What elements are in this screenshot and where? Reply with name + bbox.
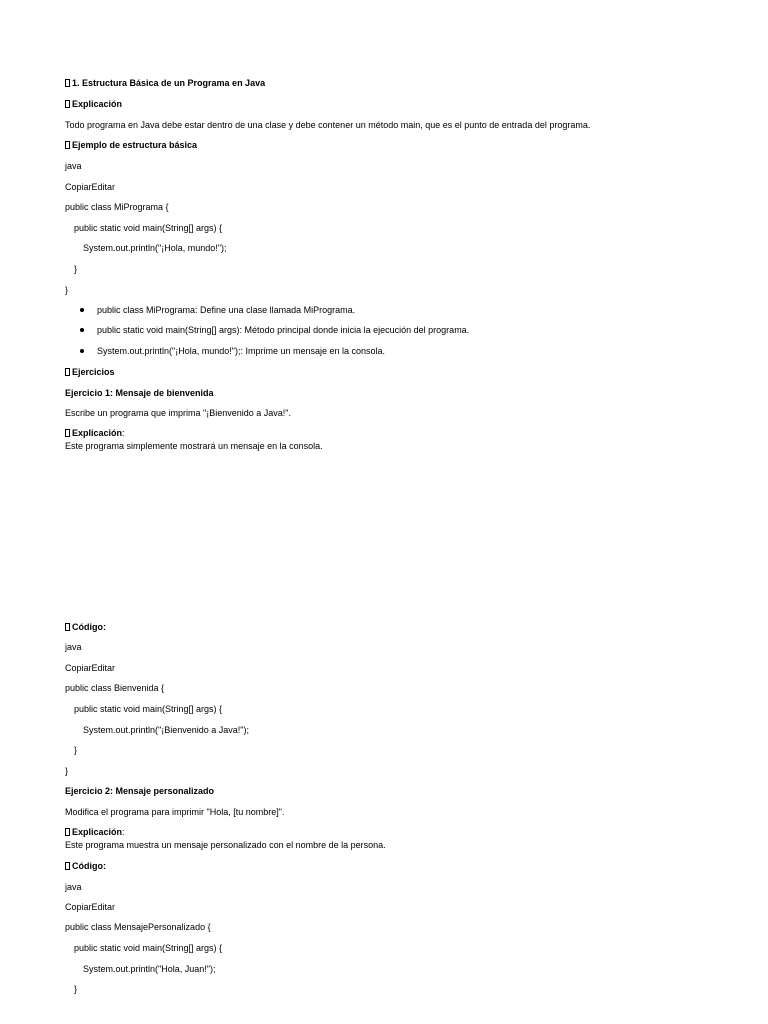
code-line: } [65,766,69,776]
code-language-label: java [65,161,82,171]
code-line: public class Bienvenida { [65,683,165,693]
placeholder-glyph-icon [65,100,70,108]
placeholder-glyph-icon [65,368,70,376]
section-title: 1. Estructura Básica de un Programa en Java [65,78,265,89]
placeholder-glyph-icon [65,141,70,149]
exercise-2-codigo-label: Código: [65,861,106,872]
bullet-item: public static void main(String[] args): Método principal donde inicia la ejecución del programa. [97,325,470,335]
code-line: public class MensajePersonalizado { [65,922,211,932]
exercise-2-explicacion-text: Este programa muestra un mensaje personalizado con el nombre de la persona. [65,840,386,850]
exercise-1-statement: Escribe un programa que imprima "¡Bienvenido a Java!". [65,408,291,418]
placeholder-glyph-icon [65,429,70,437]
bullet-dot [80,349,84,353]
placeholder-glyph-icon [65,623,70,631]
exercise-1-codigo-label: Código: [65,622,106,633]
code-line: public static void main(String[] args) { [74,223,223,233]
code-line: } [65,285,69,295]
code-line: } [74,745,78,755]
exercise-2-explicacion-label: Explicación: [65,827,125,838]
code-line: } [74,984,78,994]
ejemplo-heading: Ejemplo de estructura básica [65,140,197,151]
placeholder-glyph-icon [65,862,70,870]
explicacion-heading: Explicación [65,99,122,110]
bullet-dot [80,328,84,332]
ejercicios-heading: Ejercicios [65,367,115,378]
exercise-2-statement: Modifica el programa para imprimir "Hola, [tu nombre]". [65,807,285,817]
code-line: System.out.println("¡Bienvenido a Java!"); [83,725,249,735]
copy-edit-label: CopiarEditar [65,902,116,912]
exercise-1-explicacion-text: Este programa simplemente mostrará un mensaje en la consola. [65,441,323,451]
copy-edit-label: CopiarEditar [65,663,116,673]
code-language-label: java [65,642,82,652]
code-language-label: java [65,882,82,892]
exercise-1-explicacion-label: Explicación: [65,428,125,439]
code-line: } [74,264,78,274]
placeholder-glyph-icon [65,79,70,87]
copy-edit-label: CopiarEditar [65,182,116,192]
bullet-dot [80,308,84,312]
explicacion-text: Todo programa en Java debe estar dentro de una clase y debe contener un método main, que es el punto de entrada del programa. [65,120,591,130]
exercise-1-title: Ejercicio 1: Mensaje de bienvenida [65,388,214,398]
placeholder-glyph-icon [65,828,70,836]
bullet-item: System.out.println("¡Hola, mundo!");: Imprime un mensaje en la consola. [97,346,386,356]
exercise-2-title: Ejercicio 2: Mensaje personalizado [65,786,215,796]
code-line: System.out.println("Hola, Juan!"); [83,964,216,974]
code-line: System.out.println("¡Hola, mundo!"); [83,243,227,253]
code-line: public class MiPrograma { [65,202,169,212]
code-line: public static void main(String[] args) { [74,943,223,953]
code-line: public static void main(String[] args) { [74,704,223,714]
bullet-item: public class MiPrograma: Define una clase llamada MiPrograma. [97,305,356,315]
